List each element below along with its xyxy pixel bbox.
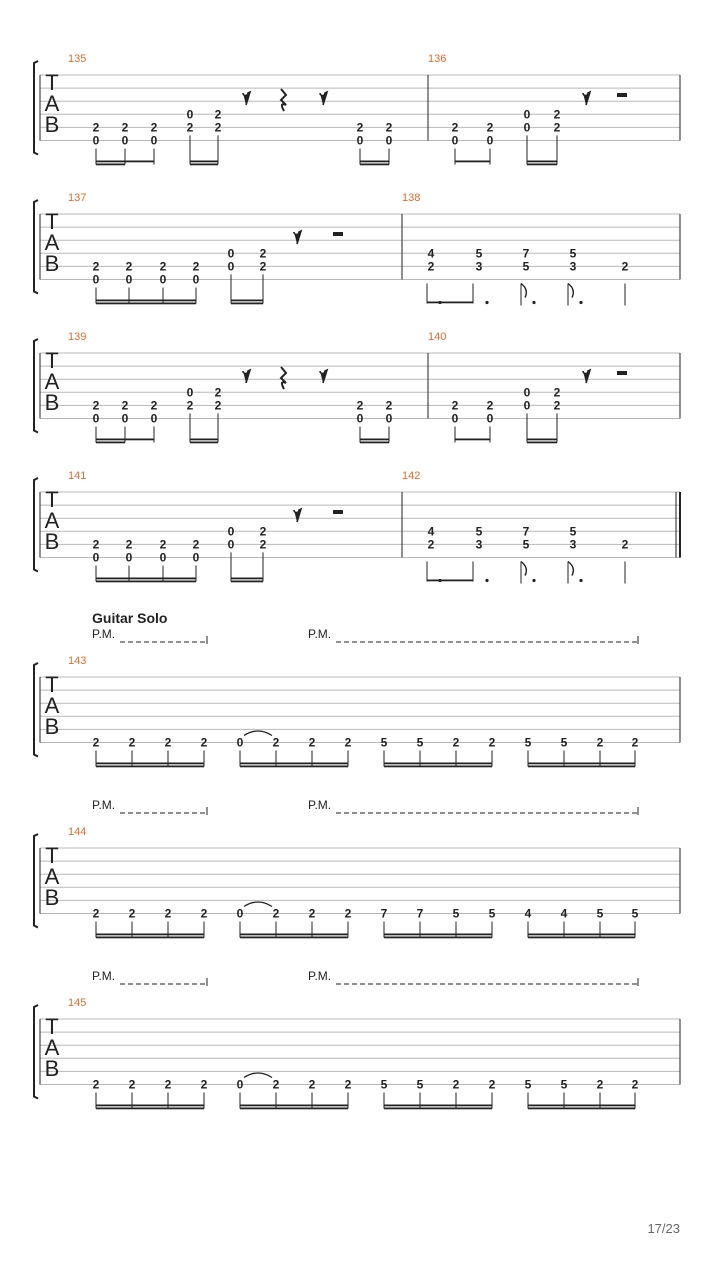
fret-number: 0	[159, 550, 167, 565]
fret-number: 2	[128, 1077, 136, 1092]
fret-number: 2	[344, 906, 352, 921]
fret-number: 2	[159, 537, 167, 552]
fret-number: 0	[192, 550, 200, 565]
beam	[528, 763, 635, 765]
fret-number: 2	[596, 735, 604, 750]
dot	[438, 301, 441, 304]
fret-number: 2	[200, 906, 208, 921]
fret-number: 4	[427, 246, 435, 261]
eighth-rest	[320, 92, 327, 105]
fret-number: 5	[452, 906, 460, 921]
fret-number: 2	[451, 398, 459, 413]
measure-number: 135	[68, 53, 87, 65]
fret-number: 2	[186, 120, 194, 135]
beam	[528, 1105, 635, 1107]
fret-number: 2	[451, 120, 459, 135]
beam	[455, 439, 490, 441]
tab-clef-letter: B	[44, 251, 60, 276]
fret-number: 0	[150, 411, 158, 426]
tab-clef-letter: B	[44, 885, 60, 910]
beam	[96, 578, 196, 580]
fret-number: 3	[569, 537, 577, 552]
fret-number: 5	[631, 906, 639, 921]
fret-number: 2	[621, 259, 629, 274]
beam	[360, 439, 389, 441]
fret-number: 2	[486, 120, 494, 135]
fret-number: 4	[560, 906, 568, 921]
beam	[96, 766, 204, 768]
fret-number: 4	[427, 524, 435, 539]
fret-number: 5	[596, 906, 604, 921]
fret-number: 0	[227, 259, 235, 274]
beam	[96, 1105, 204, 1107]
fret-number: 3	[569, 259, 577, 274]
fret-number: 0	[92, 272, 100, 287]
fret-number: 7	[380, 906, 388, 921]
system-bracket	[34, 1005, 38, 1099]
fret-number: 0	[451, 133, 459, 148]
fret-number: 0	[192, 272, 200, 287]
dot	[485, 579, 488, 582]
fret-number: 2	[125, 259, 133, 274]
palm-mute-label: P.M.	[92, 627, 116, 641]
flag	[568, 562, 573, 576]
fret-number: 2	[553, 385, 561, 400]
fret-number: 5	[488, 906, 496, 921]
fret-number: 0	[385, 411, 393, 426]
system-bracket	[34, 61, 38, 155]
beam	[96, 1108, 204, 1110]
fret-number: 2	[272, 906, 280, 921]
fret-number: 5	[569, 246, 577, 261]
measure-number: 138	[402, 192, 421, 204]
beam	[96, 937, 204, 939]
beam	[96, 934, 204, 936]
fret-number: 0	[227, 246, 235, 261]
fret-number: 2	[427, 537, 435, 552]
tab-clef-letter: T	[45, 348, 59, 373]
fret-number: 0	[523, 385, 531, 400]
tab-clef-letter: B	[44, 714, 60, 739]
beam	[240, 1108, 348, 1110]
fret-number: 0	[385, 133, 393, 148]
flag	[568, 284, 573, 298]
fret-number: 5	[560, 1077, 568, 1092]
fret-number: 5	[522, 537, 530, 552]
tab-clef-letter: A	[44, 1035, 60, 1060]
fret-number: 2	[356, 120, 364, 135]
fret-number: 2	[486, 398, 494, 413]
palm-mute-label: P.M.	[308, 798, 332, 812]
beam	[231, 581, 263, 583]
fret-number: 0	[523, 398, 531, 413]
fret-number: 2	[488, 735, 496, 750]
section-label: Guitar Solo	[92, 610, 168, 626]
beam	[527, 439, 557, 441]
fret-number: 2	[92, 398, 100, 413]
tab-clef-letter: B	[44, 529, 60, 554]
eighth-rest	[294, 509, 301, 522]
measure-number: 137	[68, 192, 87, 204]
page-number: 17/23	[647, 1221, 680, 1236]
fret-number: 2	[631, 1077, 639, 1092]
beam	[240, 763, 348, 765]
beam	[190, 439, 218, 441]
quarter-rest	[281, 367, 286, 389]
beam	[384, 937, 492, 939]
half-rest	[617, 371, 627, 375]
eighth-rest	[583, 370, 590, 383]
fret-number: 5	[569, 524, 577, 539]
tab-clef-letter: T	[45, 70, 59, 95]
fret-number: 3	[475, 259, 483, 274]
fret-number: 2	[192, 259, 200, 274]
fret-number: 2	[344, 735, 352, 750]
dot	[438, 579, 441, 582]
fret-number: 5	[524, 1077, 532, 1092]
beam	[190, 161, 218, 163]
fret-number: 2	[214, 398, 222, 413]
beam	[96, 161, 154, 163]
fret-number: 2	[308, 735, 316, 750]
system-bracket	[34, 478, 38, 572]
beam	[384, 1105, 492, 1107]
measure-number: 140	[428, 331, 447, 343]
fret-number: 2	[92, 1077, 100, 1092]
dot	[532, 579, 535, 582]
beam	[527, 442, 557, 444]
fret-number: 2	[92, 906, 100, 921]
fret-number: 0	[125, 550, 133, 565]
tab-clef-letter: A	[44, 230, 60, 255]
eighth-rest	[583, 92, 590, 105]
fret-number: 0	[356, 133, 364, 148]
beam	[360, 161, 389, 163]
fret-number: 0	[186, 385, 194, 400]
measure-number: 142	[402, 470, 421, 482]
eighth-rest	[243, 92, 250, 105]
fret-number: 2	[385, 120, 393, 135]
beam	[190, 442, 218, 444]
fret-number: 2	[128, 735, 136, 750]
system-bracket	[34, 339, 38, 433]
fret-number: 2	[621, 537, 629, 552]
fret-number: 2	[214, 120, 222, 135]
fret-number: 4	[524, 906, 532, 921]
fret-number: 0	[486, 411, 494, 426]
beam	[96, 164, 125, 166]
fret-number: 2	[553, 120, 561, 135]
quarter-rest	[281, 89, 286, 111]
fret-number: 2	[200, 1077, 208, 1092]
fret-number: 5	[416, 1077, 424, 1092]
fret-number: 2	[553, 398, 561, 413]
fret-number: 0	[236, 735, 244, 750]
fret-number: 2	[164, 906, 172, 921]
fret-number: 2	[92, 259, 100, 274]
fret-number: 2	[488, 1077, 496, 1092]
beam	[231, 303, 263, 305]
dot	[485, 301, 488, 304]
fret-number: 0	[159, 272, 167, 287]
fret-number: 2	[259, 246, 267, 261]
fret-number: 2	[128, 906, 136, 921]
fret-number: 0	[121, 411, 129, 426]
dot	[579, 579, 582, 582]
fret-number: 0	[523, 107, 531, 122]
tab-clef-letter: T	[45, 209, 59, 234]
tab-clef-letter: B	[44, 390, 60, 415]
beam	[384, 1108, 492, 1110]
fret-number: 0	[92, 550, 100, 565]
tab-clef-letter: T	[45, 843, 59, 868]
fret-number: 2	[427, 259, 435, 274]
tie	[244, 731, 272, 736]
beam	[527, 164, 557, 166]
palm-mute-label: P.M.	[92, 969, 116, 983]
fret-number: 2	[308, 906, 316, 921]
fret-number: 7	[522, 246, 530, 261]
beam	[240, 766, 348, 768]
fret-number: 2	[159, 259, 167, 274]
measure-number: 144	[68, 826, 87, 838]
dot	[532, 301, 535, 304]
fret-number: 0	[227, 524, 235, 539]
fret-number: 7	[416, 906, 424, 921]
fret-number: 2	[214, 107, 222, 122]
fret-number: 2	[186, 398, 194, 413]
fret-number: 5	[475, 246, 483, 261]
palm-mute-label: P.M.	[92, 798, 116, 812]
fret-number: 0	[92, 133, 100, 148]
fret-number: 2	[272, 1077, 280, 1092]
beam	[360, 442, 389, 444]
tab-clef-letter: A	[44, 864, 60, 889]
beam	[528, 1108, 635, 1110]
eighth-rest	[294, 231, 301, 244]
tab-clef-letter: T	[45, 1014, 59, 1039]
fret-number: 0	[236, 1077, 244, 1092]
fret-number: 2	[92, 537, 100, 552]
tab-clef-letter: A	[44, 508, 60, 533]
flag	[521, 562, 526, 576]
fret-number: 2	[344, 1077, 352, 1092]
beam	[528, 937, 635, 939]
fret-number: 2	[164, 735, 172, 750]
fret-number: 0	[356, 411, 364, 426]
fret-number: 5	[416, 735, 424, 750]
measure-number: 145	[68, 997, 87, 1009]
fret-number: 5	[560, 735, 568, 750]
fret-number: 2	[385, 398, 393, 413]
beam	[384, 934, 492, 936]
beam	[96, 581, 196, 583]
beam	[528, 766, 635, 768]
fret-number: 0	[451, 411, 459, 426]
half-rest	[333, 510, 343, 514]
fret-number: 2	[200, 735, 208, 750]
dot	[579, 301, 582, 304]
flag	[521, 284, 526, 298]
fret-number: 2	[631, 735, 639, 750]
fret-number: 2	[92, 735, 100, 750]
system-bracket	[34, 834, 38, 928]
beam	[96, 303, 196, 305]
beam	[96, 442, 125, 444]
fret-number: 2	[92, 120, 100, 135]
fret-number: 0	[486, 133, 494, 148]
beam	[527, 161, 557, 163]
half-rest	[617, 93, 627, 97]
fret-number: 5	[475, 524, 483, 539]
fret-number: 5	[522, 259, 530, 274]
fret-number: 2	[214, 385, 222, 400]
fret-number: 0	[92, 411, 100, 426]
fret-number: 0	[236, 906, 244, 921]
system-bracket	[34, 200, 38, 294]
beam	[190, 164, 218, 166]
fret-number: 0	[125, 272, 133, 287]
fret-number: 0	[150, 133, 158, 148]
fret-number: 2	[192, 537, 200, 552]
beam	[96, 300, 196, 302]
fret-number: 0	[121, 133, 129, 148]
fret-number: 5	[380, 735, 388, 750]
fret-number: 2	[125, 537, 133, 552]
fret-number: 2	[259, 259, 267, 274]
eighth-rest	[243, 370, 250, 383]
palm-mute-label: P.M.	[308, 627, 332, 641]
beam	[528, 934, 635, 936]
beam	[427, 580, 473, 582]
fret-number: 2	[452, 1077, 460, 1092]
fret-number: 3	[475, 537, 483, 552]
fret-number: 2	[356, 398, 364, 413]
fret-number: 2	[150, 398, 158, 413]
beam	[231, 300, 263, 302]
tab-clef-letter: A	[44, 693, 60, 718]
beam	[384, 763, 492, 765]
fret-number: 7	[522, 524, 530, 539]
system-bracket	[34, 663, 38, 757]
fret-number: 5	[380, 1077, 388, 1092]
beam	[96, 763, 204, 765]
tie	[244, 1073, 272, 1078]
fret-number: 2	[308, 1077, 316, 1092]
beam	[240, 937, 348, 939]
beam	[455, 161, 490, 163]
measure-number: 141	[68, 470, 87, 482]
fret-number: 0	[523, 120, 531, 135]
fret-number: 0	[186, 107, 194, 122]
beam	[240, 934, 348, 936]
fret-number: 2	[596, 1077, 604, 1092]
tab-clef-letter: A	[44, 91, 60, 116]
tab-clef-letter: A	[44, 369, 60, 394]
tab-clef-letter: T	[45, 487, 59, 512]
tab-clef-letter: T	[45, 672, 59, 697]
measure-number: 136	[428, 53, 447, 65]
palm-mute-label: P.M.	[308, 969, 332, 983]
fret-number: 2	[452, 735, 460, 750]
beam	[427, 302, 473, 304]
fret-number: 2	[259, 537, 267, 552]
fret-number: 2	[272, 735, 280, 750]
fret-number: 2	[121, 120, 129, 135]
fret-number: 2	[553, 107, 561, 122]
measure-number: 143	[68, 655, 87, 667]
beam	[96, 439, 154, 441]
beam	[231, 578, 263, 580]
fret-number: 2	[259, 524, 267, 539]
fret-number: 2	[164, 1077, 172, 1092]
fret-number: 0	[227, 537, 235, 552]
eighth-rest	[320, 370, 327, 383]
fret-number: 2	[121, 398, 129, 413]
fret-number: 5	[524, 735, 532, 750]
beam	[240, 1105, 348, 1107]
beam	[384, 766, 492, 768]
measure-number: 139	[68, 331, 87, 343]
half-rest	[333, 232, 343, 236]
fret-number: 2	[150, 120, 158, 135]
beam	[360, 164, 389, 166]
tab-clef-letter: B	[44, 1056, 60, 1081]
tie	[244, 902, 272, 907]
tab-clef-letter: B	[44, 112, 60, 137]
